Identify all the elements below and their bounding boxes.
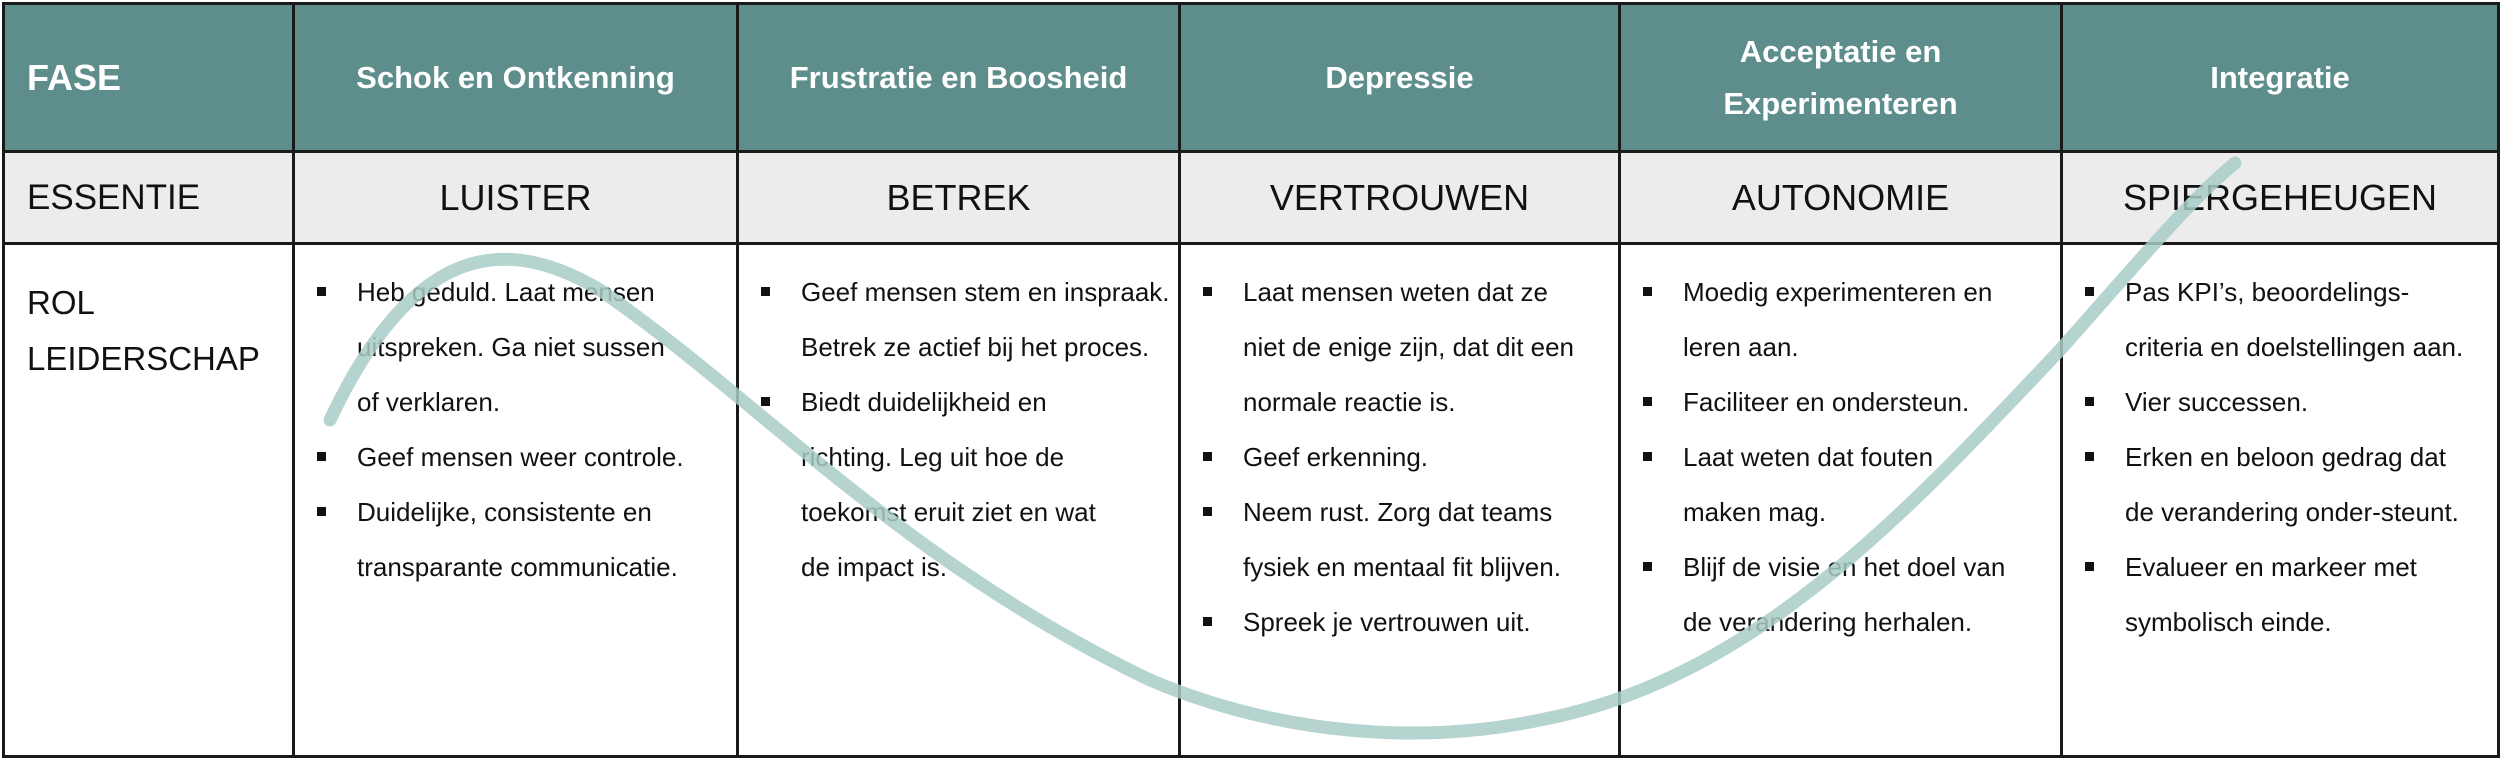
phase-integration: Integratie: [2062, 4, 2499, 152]
list-item: Heb geduld. Laat mensen uitspreken. Ga niet sussen of verklaren.: [357, 265, 667, 430]
essence-involve: BETREK: [738, 152, 1180, 244]
bullet-list: [739, 245, 1178, 595]
bullet-list: [1621, 245, 2060, 650]
role-column-3: [1180, 244, 1620, 757]
essence-row: [4, 152, 2499, 244]
list-item: Geef mensen stem en inspraak. Betrek ze actief bij het proces.: [801, 265, 1171, 375]
phase-acceptance-experiment: Acceptatie en Experimenteren: [1620, 4, 2062, 152]
list-item: Pas KPI’s, beoordelings-criteria en doelstellingen aan.: [2125, 265, 2465, 375]
list-item: Geef erkenning.: [1243, 430, 1608, 485]
role-column-4: [1620, 244, 2062, 757]
bullet-list: [2063, 245, 2497, 650]
change-curve-table: [2, 2, 2500, 758]
list-item: Evalueer en markeer met symbolisch einde.: [2125, 540, 2455, 650]
role-label-line2: LEIDERSCHAP: [27, 340, 260, 377]
role-column-1: [294, 244, 738, 757]
role-label-line1: ROL: [27, 284, 95, 321]
list-item: Moedig experimenteren en leren aan.: [1683, 265, 2038, 375]
phase-shock-denial: Schok en Ontkenning: [294, 4, 738, 152]
role-column-5: [2062, 244, 2499, 757]
list-item: Spreek je vertrouwen uit.: [1243, 595, 1608, 650]
list-item: Faciliteer en ondersteun.: [1683, 375, 2050, 430]
list-item: Neem rust. Zorg dat teams fysiek en mentaal fit blijven.: [1243, 485, 1608, 595]
list-item: Laat mensen weten dat ze niet de enige zijn, dat dit een normale reactie is.: [1243, 265, 1578, 430]
essence-listen: LUISTER: [294, 152, 738, 244]
phase-frustration-anger: Frustratie en Boosheid: [738, 4, 1180, 152]
essence-label: ESSENTIE: [4, 152, 294, 244]
bullet-list: [1181, 245, 1618, 650]
list-item: Laat weten dat fouten maken mag.: [1683, 430, 1983, 540]
list-item: Duidelijke, consistente en transparante communicatie.: [357, 485, 707, 595]
essence-trust: VERTROUWEN: [1180, 152, 1620, 244]
role-column-2: [738, 244, 1180, 757]
list-item: Blijf de visie en het doel van de verandering herhalen.: [1683, 540, 2033, 650]
leadership-role-row: [4, 244, 2499, 757]
list-item: Geef mensen weer controle.: [357, 430, 726, 485]
list-item: Biedt duidelijkheid en richting. Leg uit hoe de toekomst eruit ziet en wat de impact is.: [801, 375, 1131, 595]
list-item: Vier successen.: [2125, 375, 2487, 430]
essence-muscle-memory: SPIERGEHEUGEN: [2062, 152, 2499, 244]
phase-header-row: [4, 4, 2499, 152]
essence-autonomy: AUTONOMIE: [1620, 152, 2062, 244]
role-label: [4, 244, 294, 757]
list-item: Erken en beloon gedrag dat de verandering onder-steunt.: [2125, 430, 2465, 540]
bullet-list: [295, 245, 736, 595]
phase-label: FASE: [4, 4, 294, 152]
phase-depression: Depressie: [1180, 4, 1620, 152]
